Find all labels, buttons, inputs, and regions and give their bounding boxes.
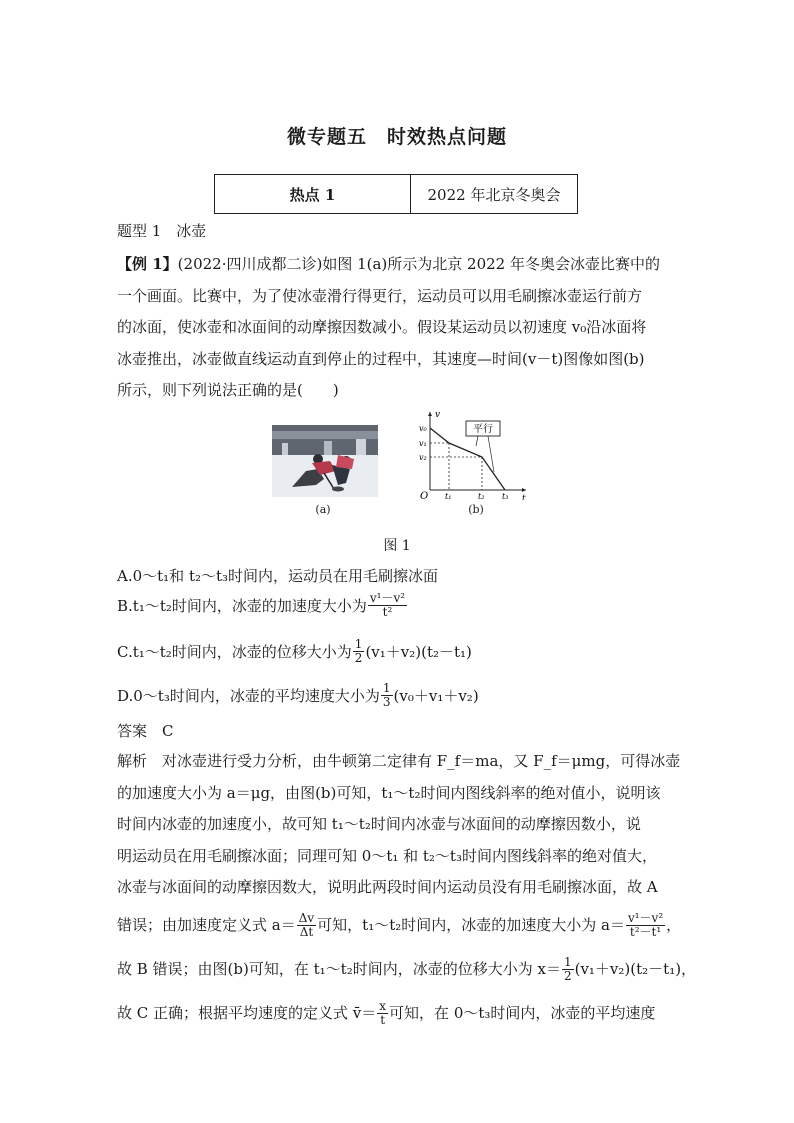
analysis-fraction [626, 912, 665, 939]
option-c-fraction [353, 638, 365, 665]
vt-graph [418, 408, 530, 500]
analysis-text: ， [666, 915, 682, 934]
fraction-numerator: Δv [298, 911, 315, 925]
option-c-text: C.t₁～t₂时间内，冰壶的位移大小为 [117, 643, 352, 661]
analysis-text: 可知，t₁～t₂时间内，冰壶的加速度大小为 a＝ [317, 915, 625, 934]
analysis-text: 故 B 错误；由图(b)可知，在 t₁～t₂时间内，冰壶的位移大小为 x＝ [117, 959, 561, 978]
option-a: A.0～t₁和 t₂～t₃时间内，运动员在用毛刷擦冰面 [117, 567, 439, 585]
option-c-tail: (v₁＋v₂)(t₂－t₁) [365, 643, 472, 661]
option-d-fraction [381, 682, 393, 709]
t1-label: t₁ [445, 492, 452, 500]
figure-b-label: (b) [468, 503, 484, 516]
fraction-denominator: t [380, 1013, 386, 1027]
example-line: (2022·四川成都二诊)如图 1(a)所示为北京 2022 年冬奥会冰壶比赛中的 [177, 255, 660, 273]
analysis-text: 错误；由加速度定义式 a＝ [117, 915, 296, 934]
question-type-heading: 题型 1 冰壶 [117, 222, 207, 240]
fraction-numerator: v¹－v² [627, 911, 664, 925]
fraction-denominator: 2 [354, 651, 363, 665]
analysis-line: 冰壶与冰面间的动摩擦因数大，说明此两段时间内运动员没有用毛刷擦冰面，故 A [117, 878, 658, 896]
option-b-text: B.t₁～t₂时间内，冰壶的加速度大小为 [117, 597, 367, 615]
fraction-numerator: x [379, 999, 387, 1013]
hot-topic-label: 热点 1 [215, 175, 411, 213]
option-b [117, 592, 717, 619]
v1-label: v₁ [419, 439, 427, 448]
analysis-line: 的加速度大小为 a＝μg，由图(b)可知，t₁～t₂时间内图线斜率的绝对值小，说明该 [117, 783, 661, 802]
curling-photo [272, 425, 378, 497]
figure-a-label: (a) [315, 503, 331, 516]
fraction-numerator: v¹－v² [369, 591, 406, 605]
option-d-text: D.0～t₃时间内，冰壶的平均速度大小为 [117, 687, 380, 705]
fraction-denominator: t² [382, 605, 393, 619]
fraction-numerator: 1 [354, 637, 363, 651]
example-paragraph [117, 249, 682, 407]
example-line: 所示，则下列说法正确的是( ) [117, 381, 339, 399]
parallel-label: 平行 [473, 424, 493, 435]
analysis-text: 可知，在 0～t₃时间内，冰壶的平均速度 [389, 1003, 656, 1022]
analysis-text: 故 C 正确；根据平均速度的定义式 v̄＝ [117, 1003, 377, 1022]
hot-topic-value: 2022 年北京冬奥会 [427, 185, 561, 204]
v2-label: v₂ [419, 453, 427, 462]
t3-label: t₃ [502, 492, 509, 500]
t2-label: t₂ [478, 492, 485, 500]
example-line: 的冰面，使冰壶和冰面间的动摩擦因数减小。假设某运动员以初速度 v₀沿冰面将 [117, 318, 647, 336]
analysis-paragraph [117, 746, 697, 1036]
axis-t-label: t [522, 494, 526, 500]
analysis-line: 解析 对冰壶进行受力分析，由牛顿第二定律有 F_f＝ma，又 F_f＝μmg，可得冰壶 [117, 752, 681, 770]
example-label: 【例 1】 [117, 255, 178, 273]
analysis-line: 明运动员在用毛刷擦冰面；同理可知 0～t₁ 和 t₂～t₃时间内图线斜率的绝对值大， [117, 846, 657, 865]
page-title: 微专题五 时效热点问题 [286, 126, 507, 148]
v0-label: v₀ [419, 424, 427, 433]
analysis-line [117, 992, 684, 1036]
fraction-denominator: t²－t¹ [629, 925, 662, 939]
analysis-line: 时间内冰壶的加速度小，故可知 t₁～t₂时间内冰壶与冰面间的动摩擦因数小，说 [117, 815, 641, 833]
analysis-line [117, 904, 684, 948]
example-line: 一个画面。比赛中，为了使冰壶滑行得更行，运动员可以用毛刷擦冰壶运行前方 [117, 286, 643, 305]
analysis-fraction [377, 1000, 388, 1027]
fraction-denominator: 2 [563, 969, 572, 983]
fraction-denominator: Δt [299, 925, 314, 939]
analysis-text: (v₁＋v₂)(t₂－t₁)， [574, 959, 697, 978]
answer-line: 答案 C [117, 722, 174, 740]
axis-v-label: v [435, 410, 441, 420]
example-line: 冰壶推出，冰壶做直线运动直到停止的过程中，其速度—时间(v－t)图像如图(b) [117, 349, 645, 368]
fraction-numerator: 1 [563, 955, 572, 969]
analysis-line [117, 948, 697, 992]
fraction-numerator: 1 [382, 681, 391, 695]
analysis-fraction [562, 956, 574, 983]
option-b-fraction [368, 592, 407, 619]
analysis-fraction [297, 912, 316, 939]
figure-caption: 图 1 [383, 538, 411, 554]
fraction-denominator: 3 [382, 695, 391, 709]
option-d-tail: (v₀＋v₁＋v₂) [393, 687, 479, 705]
option-c [117, 638, 717, 665]
hot-topic-table [214, 174, 578, 214]
origin-label: O [420, 491, 429, 500]
option-d [117, 682, 717, 709]
